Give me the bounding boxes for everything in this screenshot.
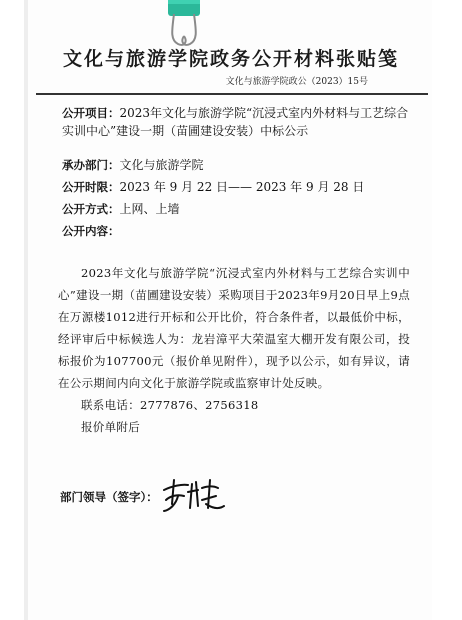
project-field — [62, 104, 414, 140]
dept-label: 承办部门： — [62, 158, 120, 172]
method-value: 上网、上墙 — [119, 202, 180, 216]
method-field — [62, 200, 180, 218]
dept-field — [62, 156, 204, 174]
header-divider — [36, 93, 428, 95]
content-paragraph: 2023年文化与旅游学院“沉浸式室内外材料与工艺综合实训中心”建设一期（苗圃建设安装）采购项目于2023年9月20日早上9点在万源楼1012进行开标和公开比价，符合条件者，以最低价中标，经评审后中标候选人为：龙岩漳平大荣温室大棚开发有限公司，投标报价为107700元（报价单见附件），现予以公示，如有异议，请在公示期间内向文化于旅游学院或监察审计处反映。 — [58, 266, 410, 390]
project-value: 2023年文化与旅游学院“沉浸式室内外材料与工艺综合实训中心”建设一期（苗圃建设安装）中标公示 — [62, 106, 409, 138]
content-field — [62, 222, 120, 240]
signature-label: 部门领导（签字）： — [60, 490, 158, 504]
contact-line: 联系电话：2777876、2756318 — [81, 398, 259, 412]
method-label: 公开方式： — [62, 202, 120, 216]
period-value: 2023 年 9 月 22 日—— 2023 年 9 月 28 日 — [119, 180, 365, 194]
document-header — [36, 44, 426, 87]
project-label: 公开项目： — [62, 106, 120, 120]
document-title: 文化与旅游学院政务公开材料张贴笺 — [62, 48, 399, 70]
handwritten-signature — [158, 474, 228, 514]
period-field — [62, 178, 364, 196]
attachment-note: 报价单附后 — [81, 420, 140, 434]
dept-value: 文化与旅游学院 — [119, 158, 204, 172]
document-number: 文化与旅游学院政公（2023）15号 — [225, 77, 368, 87]
content-body — [58, 262, 410, 438]
binder-clip-icon — [162, 0, 206, 48]
period-label: 公开时限： — [62, 180, 120, 194]
content-label: 公开内容： — [62, 224, 120, 238]
